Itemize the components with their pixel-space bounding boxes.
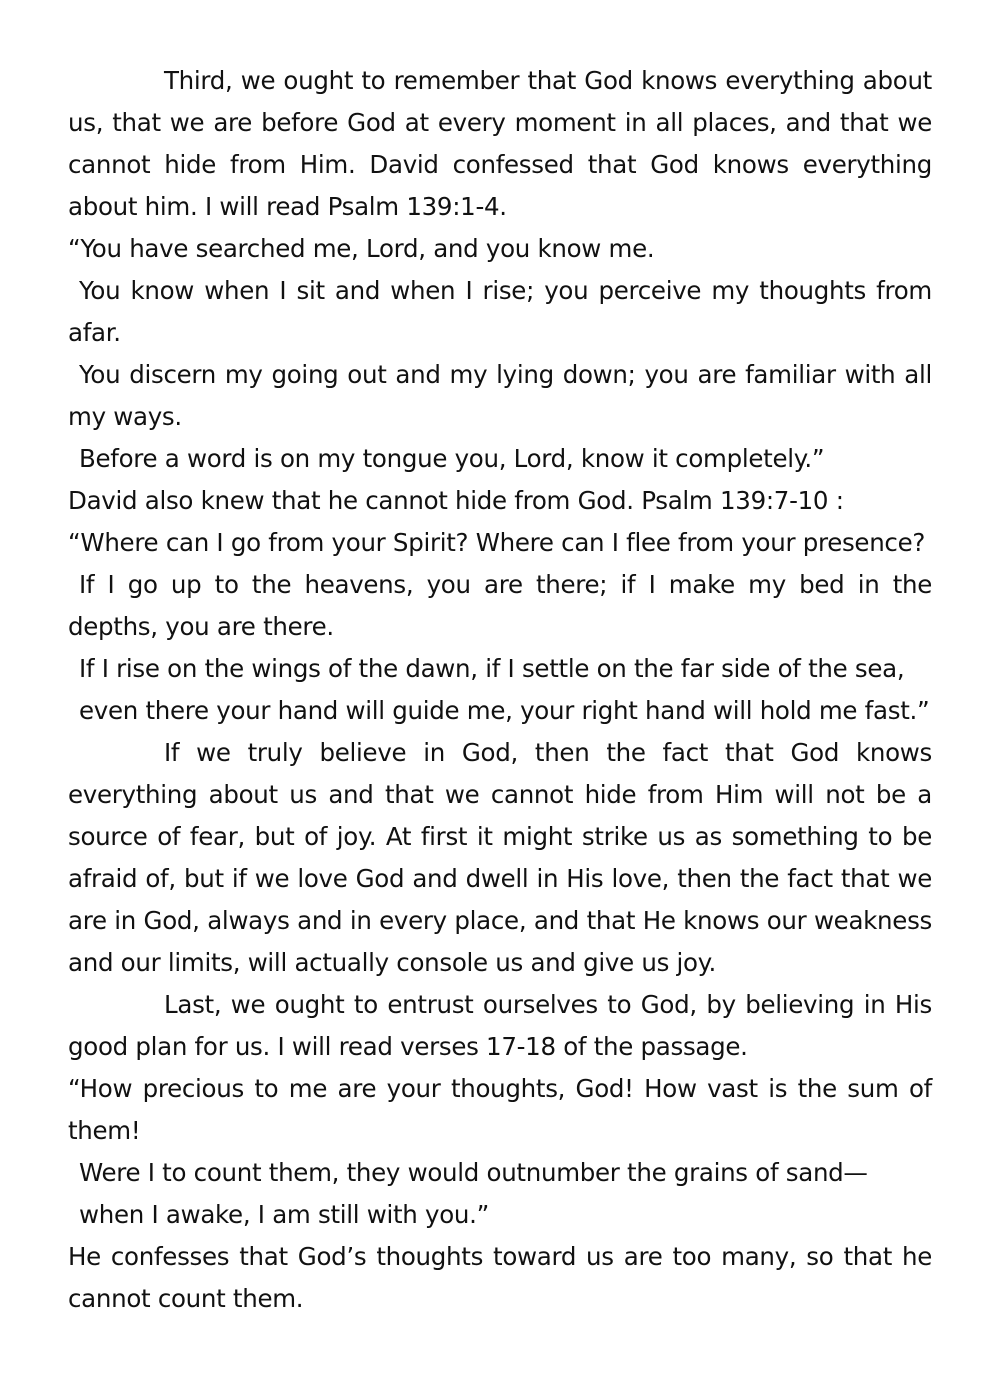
psalm-139-4: Before a word is on my tongue you, Lord, know it completely.” [79,444,825,473]
paragraph-david-cannot-hide: David also knew that he cannot hide from God. Psalm 139:7-10 : [68,486,844,515]
psalm-139-3: You discern my going out and my lying down; you are familiar with all my ways. [68,360,932,431]
psalm-139-17: “How precious to me are your thoughts, God! How vast is the sum of them! [68,1074,932,1145]
psalm-139-7: “Where can I go from your Spirit? Where can I flee from your presence? [68,528,926,557]
paragraph-third-point: Third, we ought to remember that God knows everything about us, that we are before God at every moment in all places, and that we cannot hide from Him. David confessed that God knows everything about him. I will read Psalm 139:1-4. [68,66,932,221]
document-page [68,60,932,1320]
psalm-139-10: even there your hand will guide me, your right hand will hold me fast.” [79,696,930,725]
psalm-139-18b: when I awake, I am still with you.” [79,1200,490,1229]
paragraph-joy-not-fear: If we truly believe in God, then the fact that God knows everything about us and that we cannot hide from Him will not be a source of fear, but of joy. At first it might strike us as something to be afraid of, but if we love God and dwell in His love, then the fact that we are in God, always and in every place, and that He knows our weakness and our limits, will actually console us and give us joy. [68,738,932,977]
paragraph-last-point: Last, we ought to entrust ourselves to God, by believing in His good plan for us. I will read verses 17-18 of the passage. [68,990,932,1061]
psalm-139-1: “You have searched me, Lord, and you know me. [68,234,655,263]
paragraph-confession: He confesses that God’s thoughts toward us are too many, so that he cannot count them. [68,1242,932,1313]
psalm-139-2: You know when I sit and when I rise; you perceive my thoughts from afar. [68,276,932,347]
psalm-139-18a: Were I to count them, they would outnumber the grains of sand— [79,1158,868,1187]
psalm-139-9: If I rise on the wings of the dawn, if I settle on the far side of the sea, [79,654,905,683]
psalm-139-8: If I go up to the heavens, you are there; if I make my bed in the depths, you are there. [68,570,932,641]
